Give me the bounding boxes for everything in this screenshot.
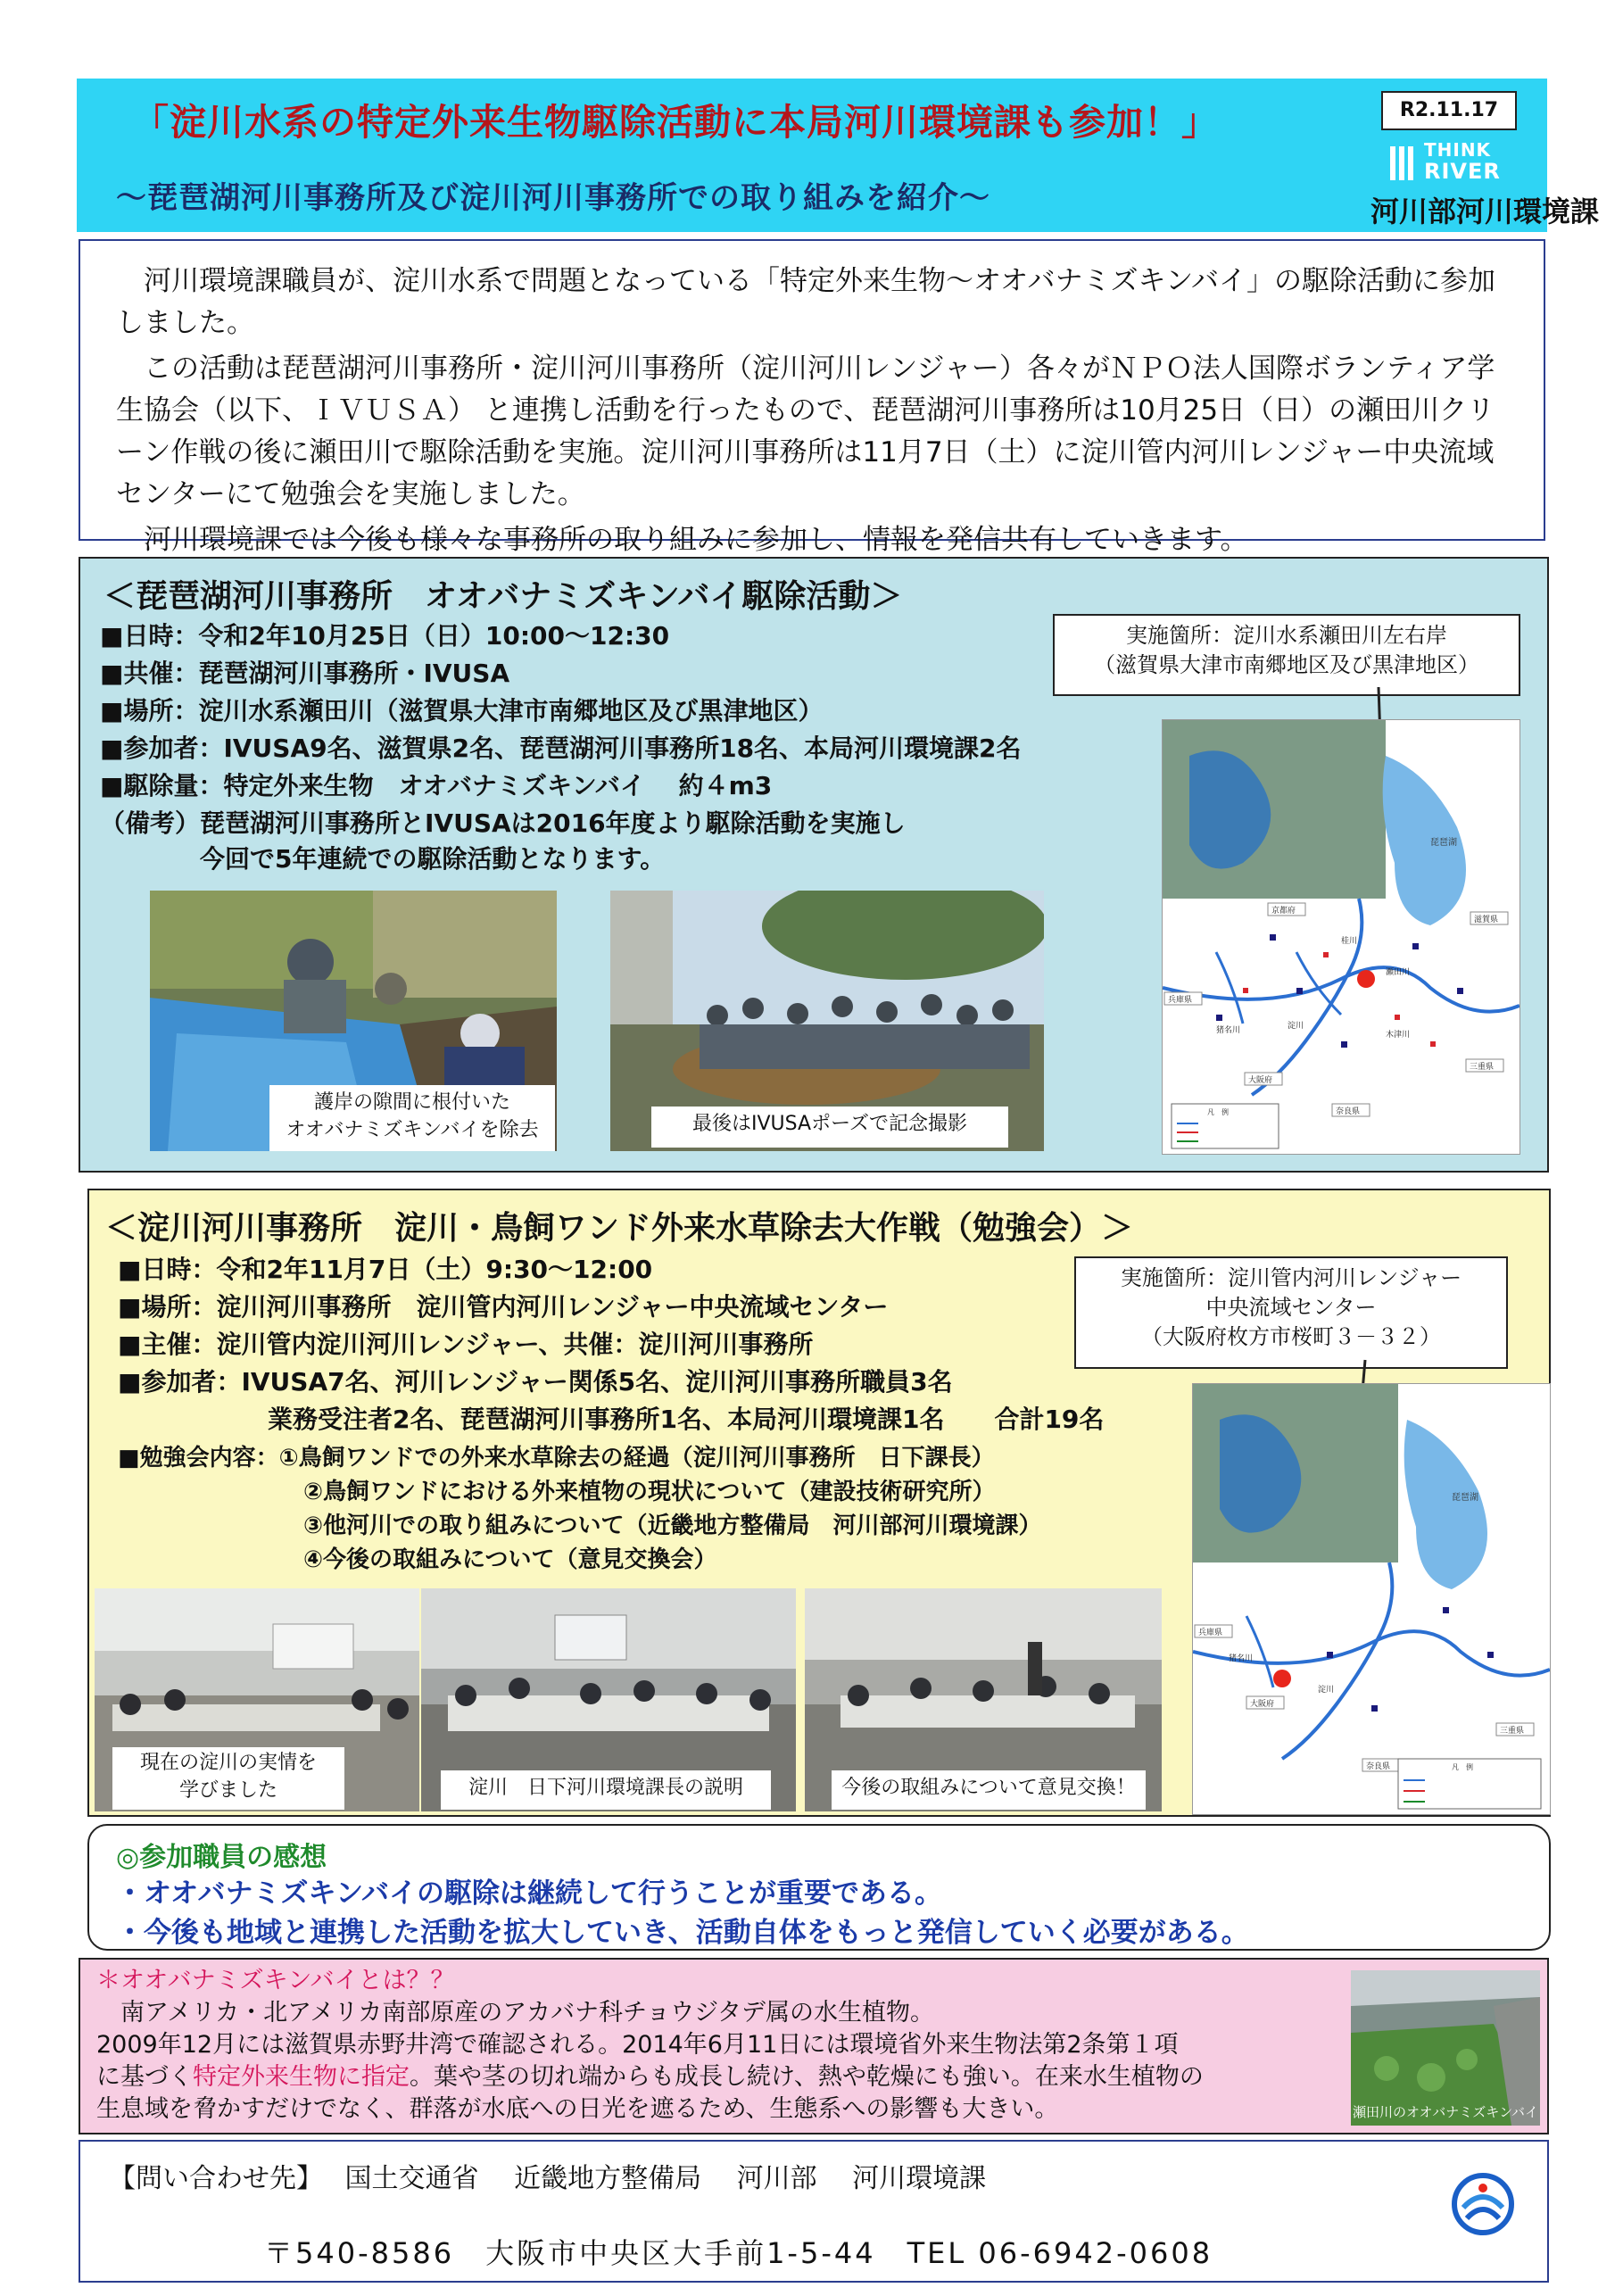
map-label: 桂川 (1341, 937, 1358, 946)
info-line-amount: ■駆除量：特定外来生物 オオバナミズキンバイ 約４m3 (100, 771, 773, 800)
info-line-content: ③他河川での取り組みについて（近畿地方整備局 河川部河川環境課） (118, 1513, 1042, 1539)
yodogawa-section (87, 1189, 1551, 1817)
caption-line: 現在の淀川の実情を (139, 1752, 317, 1774)
callout-line: （大阪府枚方市桜町３－３２） (1141, 1324, 1441, 1349)
info-line-host: ■主催：淀川管内淀川河川レンジャー、共催：淀川河川事務所 (118, 1330, 814, 1359)
impression-line: ・今後も地域と連携した活動を拡大していき、活動自体をもっと発信していく必要がある。 (116, 1917, 1249, 1949)
mlit-logo-icon (1447, 2168, 1519, 2240)
area-map (1192, 1383, 1551, 1815)
about-line: 生息域を脅かすだけでなく、群落が水底への日光を遮るため、生態系への影響も大きい。 (96, 2095, 1059, 2123)
intro-paragraph: 河川環境課職員が、淀川水系で問題となっている「特定外来生物～オオバナミズキンバイ」の駆除活動に参加しました。 (116, 265, 1495, 339)
section-heading: ＜琵琶湖河川事務所 オオバナミズキンバイ駆除活動＞ (104, 578, 903, 615)
info-line-participants-cont: 業務受注者2名、琵琶湖河川事務所1名、本局河川環境課1名 合計19名 (118, 1405, 1105, 1434)
map-label: 奈良県 (1366, 1762, 1391, 1771)
map-label: 三重県 (1500, 1727, 1525, 1736)
info-line-participants: ■参加者：IVUSA7名、河川レンジャー関係5名、淀川河川事務所職員3名 (118, 1367, 953, 1397)
map-label: 大阪府 (1248, 1076, 1273, 1085)
photo-caption (112, 1747, 344, 1810)
info-line-content: ■勉強会内容：①鳥飼ワンドでの外来水草除去の経過（淀川河川事務所 日下課長） (118, 1445, 995, 1471)
info-line-note: （備考）琵琶湖河川事務所とIVUSAは2016年度より駆除活動を実施し (100, 808, 906, 838)
about-line: 2009年12月には滋賀県赤野井湾で確認される。2014年6月11日には環境省外来生物法第2条第１項 (96, 2031, 1179, 2059)
address-line: 〒540-8586 大阪市中央区大手前1-5-44 TEL 06-6942-0608 (264, 2236, 1213, 2270)
impression-line: ・オオバナミズキンバイの駆除は継続して行うことが重要である。 (116, 1877, 942, 1910)
map-legend-title: 凡 例 (1207, 1108, 1229, 1116)
map-label: 三重県 (1470, 1063, 1495, 1072)
photo-caption: 瀬田川のオオバナミズキンバイ (1352, 2104, 1539, 2120)
map-label: 琵琶湖 (1430, 838, 1457, 848)
about-highlight: 特定外来生物に指定 (193, 2063, 410, 2091)
info-line-place: ■場所：淀川水系瀬田川（滋賀県大津市南郷地区及び黒津地区） (100, 696, 824, 725)
intro-paragraph: 河川環境課では今後も様々な事務所の取り組みに参加し、情報を発信共有していきます。 (116, 524, 1248, 556)
callout-line: 実施箇所：淀川水系瀬田川左右岸 (1126, 623, 1447, 648)
photo-plant (1351, 1970, 1540, 2126)
info-line-cohost: ■共催：琵琶湖河川事務所・IVUSA (100, 659, 510, 688)
caption-line: オオバナミズキンバイを除去 (286, 1119, 539, 1141)
map-label: 琵琶湖 (1452, 1493, 1478, 1503)
map-label: 大阪府 (1250, 1700, 1275, 1709)
about-line: 南アメリカ・北アメリカ南部原産のアカバナ科チョウジタデ属の水生植物。 (96, 1999, 935, 2027)
contact-footer (79, 2140, 1549, 2283)
caption-line: 学びました (178, 1779, 277, 1802)
biwako-section (79, 557, 1549, 1173)
map-label: 兵庫県 (1168, 996, 1193, 1005)
logo-text-top: THINK (1424, 139, 1492, 161)
map-label: 兵庫県 (1198, 1629, 1223, 1637)
header-banner (77, 79, 1600, 232)
info-line-date: ■日時：令和2年11月7日（土）9:30～12:00 (118, 1255, 653, 1284)
contact-line: 【問い合わせ先】 国土交通省 近畿地方整備局 河川部 河川環境課 (109, 2163, 987, 2194)
info-line-place: ■場所：淀川河川事務所 淀川管内河川レンジャー中央流域センター (118, 1292, 889, 1322)
callout-line: 実施箇所：淀川管内河川レンジャー (1120, 1265, 1462, 1290)
map-label: 淀川 (1288, 1022, 1304, 1031)
impressions-heading: ◎参加職員の感想 (116, 1842, 327, 1873)
caption-line: 護岸の隙間に根付いた (313, 1091, 510, 1114)
logo-text-bottom: RIVER (1424, 159, 1501, 184)
page-subtitle: ～琵琶湖河川事務所及び淀川河川事務所での取り組みを紹介～ (116, 180, 990, 216)
about-plant-box (79, 1958, 1549, 2134)
map-label: 木津川 (1386, 1031, 1411, 1040)
callout-line: （滋賀県大津市南郷地区及び黒津地区） (1094, 652, 1479, 677)
map-label: 猪名川 (1216, 1026, 1241, 1035)
about-heading: ＊オオバナミズキンバイとは？？ (96, 1967, 455, 1994)
map-label: 瀬田川 (1386, 968, 1411, 977)
about-text: に基づく (96, 2063, 193, 2091)
info-line-note-cont: 今回で5年連続での駆除活動となります。 (100, 844, 666, 874)
photo-caption (269, 1085, 555, 1151)
info-line-content: ②鳥飼ワンドにおける外来植物の現状について（建設技術研究所） (118, 1479, 996, 1505)
photo-caption: 淀川 日下河川環境課長の説明 (441, 1770, 771, 1810)
think-river-logo (1388, 136, 1522, 186)
map-label: 滋賀県 (1474, 916, 1499, 924)
date-badge: R2.11.17 (1381, 91, 1517, 130)
callout-line: 中央流域センター (1205, 1295, 1377, 1320)
info-line-participants: ■参加者：IVUSA9名、滋賀県2名、琵琶湖河川事務所18名、本局河川環境課2名 (100, 734, 1022, 763)
info-line-content: ④今後の取組みについて（意見交換会） (118, 1546, 717, 1573)
map-label: 淀川 (1318, 1686, 1335, 1695)
area-map (1162, 719, 1520, 1155)
about-line (96, 2061, 1328, 2093)
department-name: 河川部河川環境課 (1370, 195, 1600, 228)
about-text: 。葉や茎の切れ端からも成長し続け、熱や乾燥にも強い。在来水生植物の (410, 2063, 1204, 2091)
page-title: 「淀川水系の特定外来生物駆除活動に本局河川環境課も参加！」 (132, 101, 1219, 144)
map-label: 猪名川 (1229, 1654, 1254, 1663)
intro-paragraph: この活動は琵琶湖河川事務所・淀川河川事務所（淀川河川レンジャー）各々がＮＰＯ法人国際ボランティア学生協会（以下、ＩＶＵＳＡ） と連携し活動を行ったもので、琵琶湖河川事務所は10月25日（日）の瀬田川クリーン作戦の後に瀬田川で駆除活動を実施。淀川河川事務所は11月7日（土）に淀川管内河川レンジャー中央流域センターにて勉強会を実施しました。 (116, 352, 1495, 510)
intro-box (79, 239, 1545, 556)
section-heading: ＜淀川河川事務所 淀川・鳥飼ワンド外来水草除去大作戦（勉強会）＞ (105, 1210, 1134, 1247)
impressions-box (87, 1824, 1551, 1951)
photo-caption: 最後はIVUSAポーズで記念撮影 (651, 1107, 1008, 1148)
map-label: 京都府 (1271, 907, 1296, 916)
info-line-date: ■日時：令和2年10月25日（日）10:00～12:30 (100, 621, 670, 651)
map-label: 奈良県 (1336, 1107, 1361, 1116)
map-legend-title: 凡 例 (1452, 1763, 1473, 1771)
photo-caption: 今後の取組みについて意見交換！ (832, 1770, 1146, 1810)
